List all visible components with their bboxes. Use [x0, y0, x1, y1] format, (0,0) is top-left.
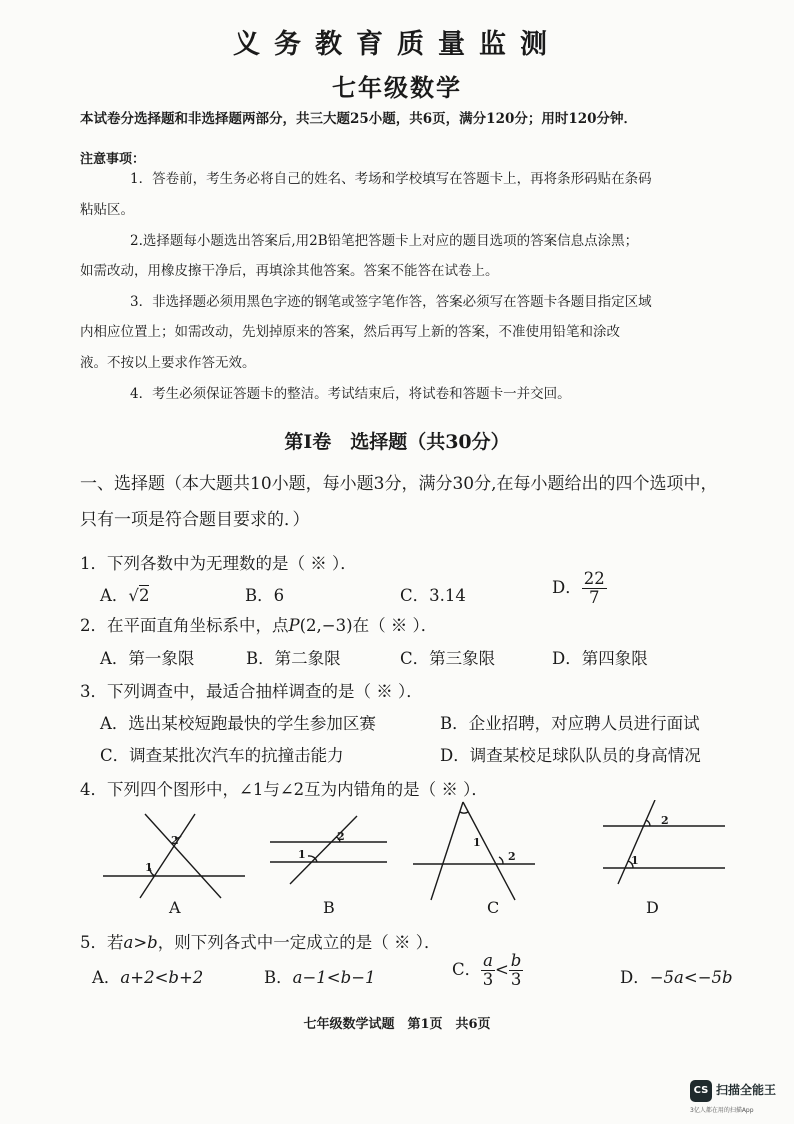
- scanner-tagline: 3亿人都在用的扫描App: [690, 1107, 754, 1114]
- q5-option-d: D．−5a<−5b: [620, 968, 733, 987]
- q5-option-b: B．a−1<b−1: [264, 968, 376, 987]
- question-1-stem: 1．下列各数中为无理数的是（ ※ ）．: [80, 554, 357, 573]
- question-3-stem: 3．下列调查中，最适合抽样调查的是（ ※ ）．: [80, 682, 423, 701]
- notice-heading: 注意事项：: [80, 152, 146, 167]
- exam-title: 义务教育质量监测: [233, 29, 561, 60]
- fig-b-angle2: 2: [337, 830, 345, 843]
- q3-option-d: D．调查某校足球队队员的身高情况: [440, 746, 701, 765]
- page-footer: 七年级数学试题 第1页 共6页: [303, 1017, 491, 1032]
- notice-line: 4．考生必须保证答题卡的整洁。考试结束后，将试卷和答题卡一并交回。: [130, 386, 571, 402]
- scanner-watermark: [690, 1078, 788, 1118]
- section-title: 第Ⅰ卷 选择题（共30分）: [284, 431, 510, 453]
- fig-a-line: [145, 814, 221, 898]
- q2-option-d: D．第四象限: [552, 649, 648, 668]
- section-intro: 一、选择题（本大题共10小题，每小题3分，满分30分,在每小题给出的四个选项中，只有一项是符合题目要求的．）: [80, 474, 718, 530]
- q3-option-a: A．选出某校短跑最快的学生参加区赛: [100, 714, 376, 733]
- fig-d-angle1: 1: [631, 854, 639, 867]
- fig-a-angle1: 1: [145, 861, 153, 874]
- q2-option-b: B．第二象限: [246, 649, 341, 668]
- notice-line: 粘贴区。: [80, 202, 134, 218]
- question-2-stem: 2．在平面直角坐标系中，点P(2,−3)在（ ※ ）．: [80, 616, 438, 635]
- fig-c-line: [431, 802, 463, 900]
- question-5-stem: 5．若a>b，则下列各式中一定成立的是（ ※ ）．: [80, 933, 441, 952]
- q1-d-denominator: 7: [588, 588, 600, 608]
- fig-d-angle2: 2: [661, 814, 669, 827]
- fig-label-c: C: [487, 898, 500, 917]
- question-4-stem: 4．下列四个图形中，∠1与∠2互为内错角的是（ ※ ）．: [80, 780, 488, 799]
- fig-c-angle1-arc: [460, 812, 468, 813]
- fig-b-angle1: 1: [298, 848, 306, 861]
- notice-line: 如需改动，用橡皮擦干净后，再填涂其他答案。答案不能答在试卷上。: [80, 263, 499, 279]
- fig-c-angle2: 2: [508, 850, 516, 863]
- fig-d-angle2-arc: [646, 820, 650, 826]
- notice-line: 内相应位置上；如需改动，先划掉原来的答案，然后再写上新的答案，不准使用铅笔和涂改: [80, 324, 620, 340]
- fig-c-angle2-arc: [499, 857, 503, 864]
- fig-a-angle2: 2: [171, 834, 179, 847]
- q1-option-d: D． $\frac{22}{7}$: [552, 569, 605, 608]
- fig-c-angle1: 1: [473, 836, 481, 849]
- scanner-name: 扫描全能王: [716, 1083, 777, 1097]
- q3-option-b: B．企业招聘，对应聘人员进行面试: [440, 714, 700, 733]
- notice-line: 液。不按以上要求作答无效。: [80, 355, 256, 371]
- cs-logo-icon: CS: [690, 1080, 712, 1102]
- fig-label-d: D: [646, 898, 659, 917]
- q5-option-c: C． $\frac{a}{3}$ < $\frac{b}{3}$: [452, 951, 522, 990]
- fig-label-a: A: [169, 898, 181, 917]
- fig-a-line: [140, 814, 195, 898]
- fig-d-line: [618, 800, 655, 884]
- q4-figures: [95, 800, 735, 920]
- notice-line: 3．非选择题必须用黑色字迹的钢笔或签字笔作答，答案必须写在答题卡各题目指定区域: [130, 294, 652, 310]
- q1-a-radicand: 2: [138, 586, 150, 605]
- exam-subtitle: 七年级数学: [332, 73, 462, 102]
- q2-option-c: C．第三象限: [400, 649, 496, 668]
- q1-option-c: C．3.14: [400, 586, 466, 605]
- q1-option-a: A．√2: [100, 586, 150, 605]
- notice-line: 1．答卷前，考生务必将自己的姓名、考场和学校填写在答题卡上，再将条形码贴在条码: [130, 171, 652, 187]
- q5-option-a: A．a+2<b+2: [92, 968, 204, 987]
- notice-line: 2.选择题每小题选出答案后,用2B铅笔把答题卡上对应的题目选项的答案信息点涂黑；: [130, 233, 639, 249]
- q1-d-numerator: 22: [583, 569, 605, 588]
- q3-option-c: C．调查某批次汽车的抗撞击能力: [100, 746, 344, 765]
- q1-option-b: B．6: [245, 586, 285, 605]
- q2-option-a: A．第一象限: [100, 649, 195, 668]
- fig-label-b: B: [323, 898, 335, 917]
- exam-intro: 本试卷分选择题和非选择题两部分，共三大题25小题，共6页，满分120分；用时120分钟．: [80, 111, 638, 127]
